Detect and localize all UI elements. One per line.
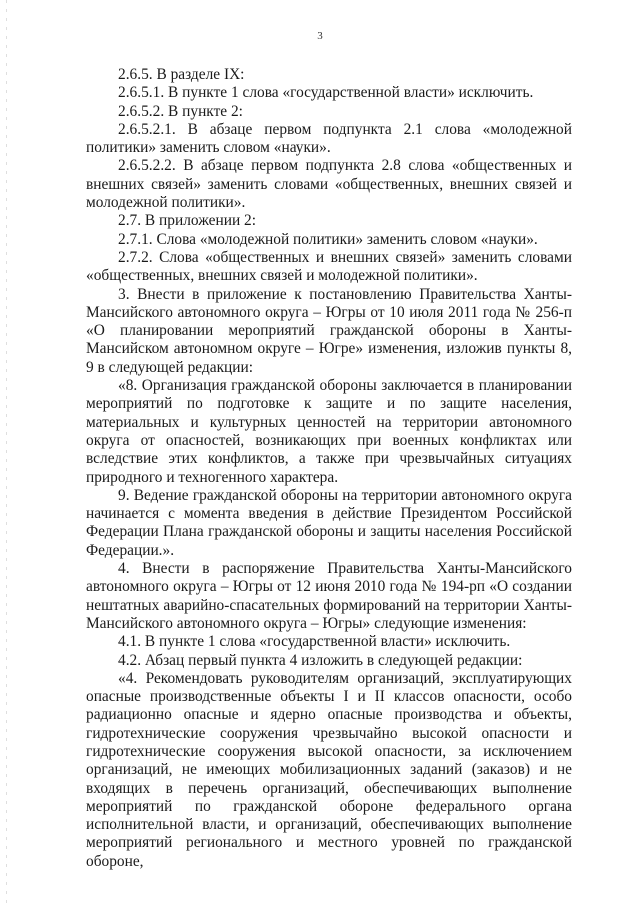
page-number: 3 (317, 30, 323, 42)
paragraph-4-2: 4.2. Абзац первый пункта 4 изложить в следующей редакции: (118, 651, 523, 669)
paragraph-2-6-5-1: 2.6.5.1. В пункте 1 слова «государственной власти» исключить. (118, 84, 534, 102)
paragraph-quote-8: «8. Организация гражданской обороны заключается в планировании мероприятий по подготовке к защите и по защите населения, материальных и культурных ценностей на территории автономного округа от опасностей, возникающих при военных конфликтах или вследствие этих конфликтов, а также при чрезвычайных ситуациях природного и техногенного характера. (86, 377, 572, 486)
paragraph-2-6-5: 2.6.5. В разделе IX: (118, 66, 245, 83)
paragraph-2-6-5-2: 2.6.5.2. В пункте 2: (118, 102, 243, 120)
paragraph-quote-4: «4. Рекомендовать руководителям организаций, эксплуатирующих опасные производственные объекты I и II классов опасности, особо радиационно опасные и ядерно опасные производства и объекты, гидротехнические сооружения чрезвычайно высокой опасности и гидротехнические сооружения высокой опасности, за исключением организаций, не имеющих мобилизационных заданий (заказов) и не входящих в перечень организаций, обеспечивающих выполнение мероприятий по гражданской обороне федерального органа исполнительной власти, и организаций, обеспечивающих выполнение мероприятий регионального и местного уровней по гражданской обороне, (86, 669, 572, 870)
paragraph-quote-9: 9. Ведение гражданской обороны на территории автономного округа начинается с момента введения в действие Президентом Российской Федерации Плана гражданской обороны и защиты населения Российской Федерации.». (86, 486, 572, 559)
paragraph-2-6-5-2-2: 2.6.5.2.2. В абзаце первом подпункта 2.8 слова «общественных и внешних связей» заменить словами «общественных, внешних связей и молодежной политики». (86, 157, 572, 212)
paragraph-2-7: 2.7. В приложении 2: (118, 212, 256, 230)
scan-edge-artifact (6, 0, 7, 905)
paragraph-2-6-5-2-1: 2.6.5.2.1. В абзаце первом подпункта 2.1 слова «молодежной политики» заменить словом «науки». (86, 120, 572, 157)
paragraph-2-7-2: 2.7.2. Слова «общественных и внешних связей» заменить словами «общественных, внешних связей и молодежной политики». (86, 248, 572, 285)
paragraph-3: 3. Внести в приложение к постановлению Правительства Ханты-Мансийского автономного округа – Югры от 10 июля 2011 года № 256-п «О планировании мероприятий гражданской обороны в Ханты-Мансийском автономном округе – Югре» изменения, изложив пункты 8, 9 в следующей редакции: (86, 285, 572, 376)
paragraph-4-1: 4.1. В пункте 1 слова «государственной власти» исключить. (118, 633, 511, 651)
paragraph-2-7-1: 2.7.1. Слова «молодежной политики» заменить словом «науки». (118, 230, 538, 248)
paragraph-4: 4. Внести в распоряжение Правительства Ханты-Мансийского автономного округа – Югры от 12 июня 2010 года № 194-рп «О создании нештатных аварийно-спасательных формирований на территории Ханты-Мансийского автономного округа – Югры» следующие изменения: (86, 560, 572, 632)
document-body (86, 66, 572, 871)
